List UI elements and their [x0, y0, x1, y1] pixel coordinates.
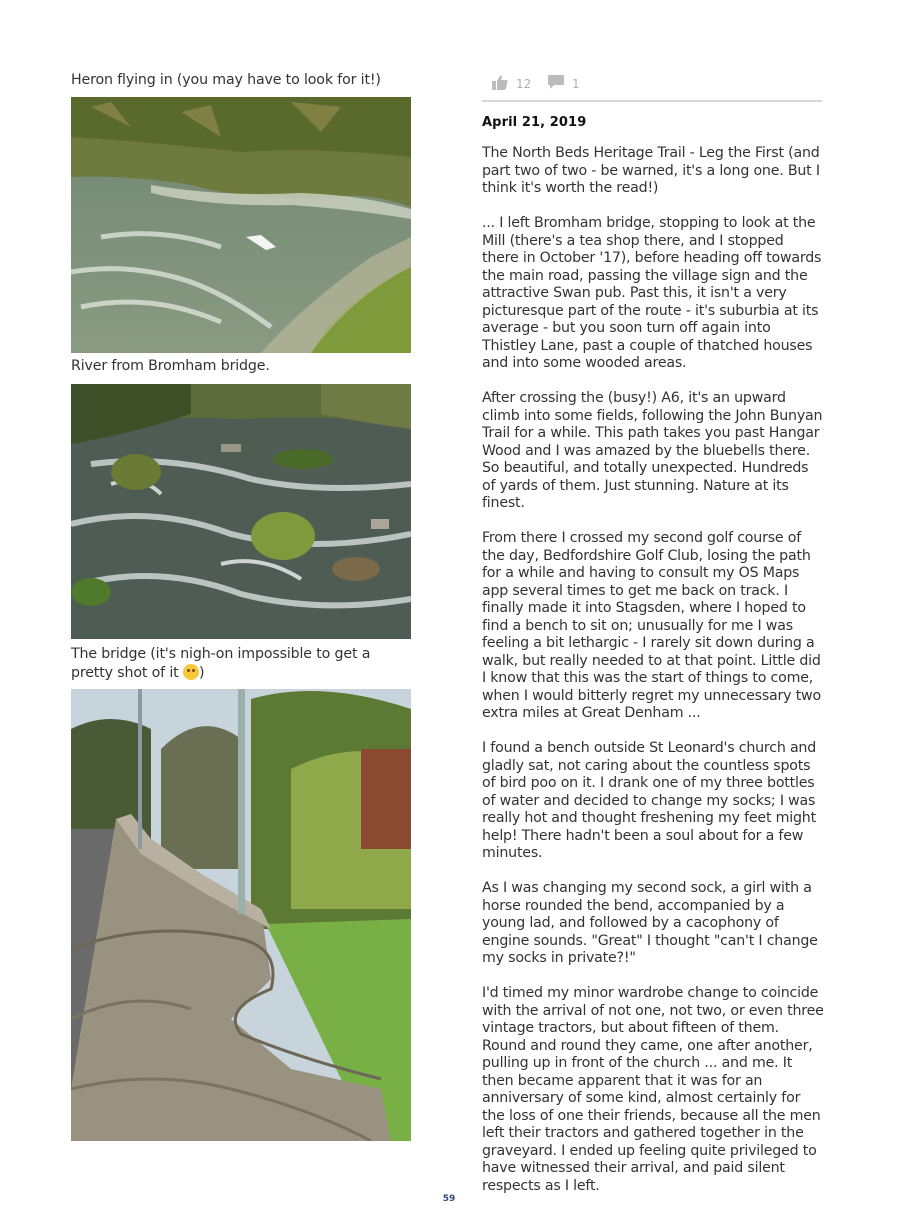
comment-icon[interactable]	[548, 75, 564, 93]
like-control[interactable]	[492, 75, 531, 93]
photo-caption-heron: Heron flying in (you may have to look for it!)	[71, 72, 381, 88]
photo-river-bromham	[71, 384, 411, 639]
page-number: 59	[442, 1194, 456, 1204]
caption-text: The bridge (it's nigh-on impossible to get a pretty shot of it	[71, 646, 371, 681]
post-paragraph: The North Beds Heritage Trail - Leg the First (and part two of two - be warned, it's a long one. But I think it's worth the read!)	[482, 145, 820, 196]
photo-caption-river: River from Bromham bridge.	[71, 358, 270, 374]
post-paragraph: As I was changing my second sock, a girl with a horse rounded the bend, accompanied by a young lad, and followed by a cacophony of engine sounds. "Great" I thought "can't I change my socks in private?!"	[482, 880, 818, 966]
comment-control[interactable]	[548, 75, 580, 93]
post-meta-bar	[482, 72, 822, 102]
post-paragraph: From there I crossed my second golf course of the day, Bedfordshire Golf Club, losing the path for a while and having to consult my OS Maps app several times to get me back on track. I finally made it into Stagsden, where I hoped to find a bench to sit on; unusually for me I was feeling a bit lethargic - I rarely sit down during a walk, but really needed to at that point. Little did I know that this was the start of things to come, when I would bitterly regret my unnecessary two extra miles at Great Denham ...	[482, 530, 821, 721]
post-date: April 21, 2019	[482, 115, 587, 130]
caption-text-end: )	[198, 664, 205, 681]
post-paragraph: After crossing the (busy!) A6, it's an upward climb into some fields, following the John Bunyan Trail for a while. This path takes you past Hangar Wood and I was amazed by the bluebells there. So beautiful, and totally unexpected. Hundreds of yards of them. Just stunning. Nature at its finest.	[482, 390, 823, 511]
smiley-emoji-icon	[183, 664, 199, 680]
post-body	[482, 145, 824, 1213]
photo-caption-bridge	[71, 646, 411, 682]
comment-count: 1	[572, 77, 580, 91]
post-paragraph: ... I left Bromham bridge, stopping to look at the Mill (there's a tea shop there, and I stopped there in October '17), before heading off towards the main road, passing the village sign and the attractive Swan pub. Past this, it isn't a very picturesque part of the route - it's suburbia at its average - but you soon turn off again into Thistley Lane, past a couple of thatched houses and into some wooded areas.	[482, 215, 822, 371]
post-paragraph: I'd timed my minor wardrobe change to coincide with the arrival of not one, not two, or even three vintage tractors, but about fifteen of them. Round and round they came, one after another, pulling up in front of the church ... and me. It then became apparent that it was for an anniversary of some kind, almost certainly for the loss of one their friends, because all the men left their tractors and gathered together in the graveyard. I ended up feeling quite privileged to have witnessed their arrival, and paid silent respects as I left.	[482, 985, 824, 1194]
photo-heron-river	[71, 97, 411, 353]
post-paragraph: I found a bench outside St Leonard's church and gladly sat, not caring about the countless spots of bird poo on it. I drank one of my three bottles of water and decided to change my socks; I was really hot and thought freshening my feet might help! There hadn't been a soul about for a few minutes.	[482, 740, 817, 861]
thumbs-up-icon[interactable]	[492, 75, 508, 93]
like-count: 12	[516, 77, 532, 91]
photo-bromham-bridge	[71, 689, 411, 1141]
